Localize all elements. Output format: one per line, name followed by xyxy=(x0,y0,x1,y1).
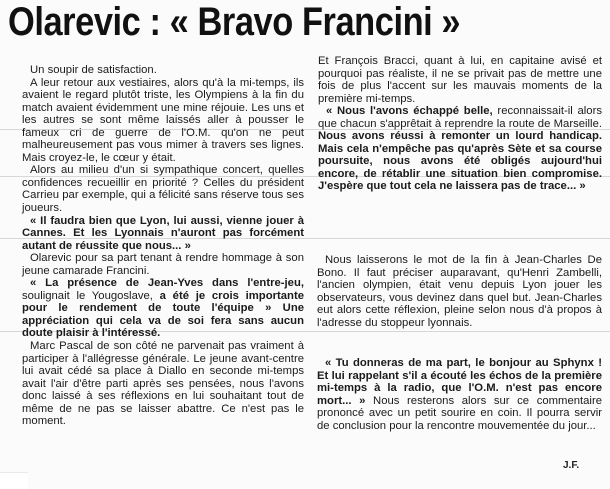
quote-francini-attribution: soulignait le Yougoslave, xyxy=(22,289,160,302)
quote-sphynx-text: « Tu donneras de ma part, le bonjour au Sphynx ! Et lui rappelant s'il a écouté les échos de la première mi-temps à la radio, que l'O.M. n'est pas encore mort... » xyxy=(317,357,602,407)
paragraph-marc-pascal: Marc Pascal de son côté ne parvenait pas vraiment à participer à l'allégresse générale. Le jeune avant-centre lui avait cédé sa place à Diallo en seconde mi-temps avait l'air d'être parti après ses pensées, nous l'avons donc laissé à ses réflexions en lui souhaitant tout de même de ne pas se laisser abattre. Ce n'est pas le moment. xyxy=(22,340,304,428)
quote-francini-part-one: « La présence de Jean-Yves dans l'entre-jeu, xyxy=(30,277,304,290)
left-column xyxy=(22,64,304,428)
quote-bracci-part-one: « Nous l'avons échappé belle, xyxy=(326,105,493,118)
right-bottom-column xyxy=(317,357,602,432)
quote-sphynx xyxy=(317,357,602,432)
paragraph-olarevic: Olarevic pour sa part tenant à rendre hommage à son jeune camarade Francini. xyxy=(22,252,304,277)
paragraph-opening: Un soupir de satisfaction. xyxy=(30,64,157,76)
right-middle-column xyxy=(317,254,602,329)
quote-lyon xyxy=(22,215,304,253)
quote-bracci xyxy=(318,105,602,193)
paragraph-bracci: Et François Bracci, quant à lui, en capitaine avisé et pourquoi pas réaliste, il ne se privait pas de mettre une fois de plus l'accent sur les mauvais moments de la première mi-temps. xyxy=(318,55,602,105)
paragraph-locker-room: A leur retour aux vestiaires, alors qu'à la mi-temps, ils avaient le regard plutôt triste, les Olympiens à la fin du match avaient évidemment une mine réjouie. Les uns et les autres se sont même laissés aller à pousser le fameux cri de guerre de l'O.M. qu'on ne peut malheureusement pas vous mimer à travers ses lignes. Mais croyez-le, le cœur y était. xyxy=(22,76,304,164)
quote-bracci-attribution: reconnaissait-il alors que chacun s'apprêtait à reprendre la route de Marseille. xyxy=(318,105,602,130)
paragraph-president: Alors au milieu d'un si sympathique concert, quelles confidences recueillir en priorité ? Celles du président Carrieu par exemple, qui a félicité sans réserve tous ses joueurs. xyxy=(22,164,304,215)
torn-corner xyxy=(0,472,28,489)
quote-francini-part-two: a été je crois importante pour le rendement de toute l'équipe » Une appréciation qui cela va de soi fera sans aucun doute plaisir à l'intéressé. xyxy=(22,289,304,340)
quote-francini xyxy=(22,277,304,340)
closing-paragraph: Nous resterons alors sur ce commentaire prononcé avec un petit sourire en coin. Il pourra servir de conclusion pour la rencontre mouvementée du jour... xyxy=(317,394,602,432)
quote-bracci-part-two: Nous avons réussi à remonter un lourd handicap. Mais cela n'empêche pas qu'après Sète et sa course poursuite, nous avons été obligés aujourd'hui encore, de rétablir une situation bien compromise. J'espère que tout cela ne laissera pas de trace... » xyxy=(318,130,602,193)
paragraph-de-bono: Nous laisserons le mot de la fin à Jean-Charles De Bono. Il faut préciser auparavant, qu'Henri Zambelli, l'ancien olympien, était venu depuis Lyon jouer les observateurs, vous devinez dans quel but. Jean-Charles eut alors cette réflexion, pleine selon nous d'à propos à l'adresse du stoppeur lyonnais. xyxy=(317,254,602,329)
author-signature: J.F. xyxy=(563,460,580,471)
quote-lyon-text: « Il faudra bien que Lyon, lui aussi, vienne jouer à Cannes. Et les Lyonnais n'auront pas forcément autant de réussite que nous... » xyxy=(22,214,304,252)
right-top-column xyxy=(318,55,602,193)
article-headline: Olarevic : « Bravo Francini » xyxy=(8,0,461,44)
